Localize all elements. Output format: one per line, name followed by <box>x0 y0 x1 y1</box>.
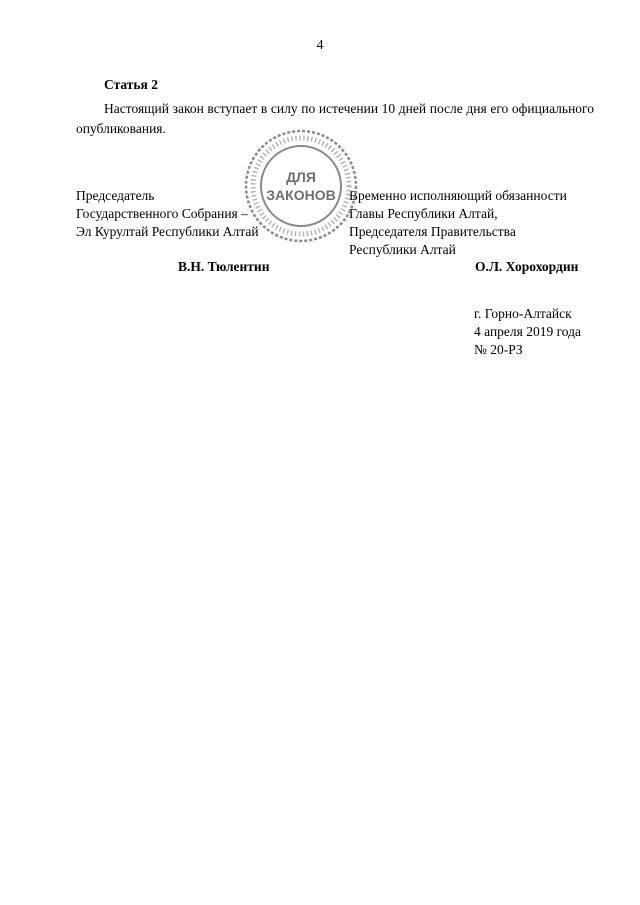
stamp-text-top: ДЛЯ <box>286 169 316 185</box>
left-signatory-line: Председатель <box>76 188 155 203</box>
article-body: Настоящий закон вступает в силу по истечении 10 дней после дня его официального опубликования. <box>76 101 594 136</box>
right-signatory-name: О.Л. Хорохордин <box>475 259 579 274</box>
article-heading: Статья 2 <box>104 77 158 92</box>
left-signatory-line: Государственного Собрания – <box>76 206 248 221</box>
city-label: г. Горно-Алтайск <box>474 306 572 321</box>
left-signatory-title <box>76 187 259 241</box>
left-signatory-line: Эл Курултай Республики Алтай <box>76 224 259 239</box>
right-signatory-line: Главы Республики Алтай, <box>349 206 498 221</box>
right-signatory-title <box>349 187 567 259</box>
stamp-text-bottom: ЗАКОНОВ <box>266 187 336 203</box>
right-signatory-line: Временно исполняющий обязанности <box>349 188 567 203</box>
law-number-label: № 20-РЗ <box>474 342 523 357</box>
place-date-number <box>474 305 581 359</box>
right-signatory-line: Председателя Правительства <box>349 224 516 239</box>
right-signatory-line: Республики Алтай <box>349 242 456 257</box>
page-number: 4 <box>316 38 324 53</box>
left-signatory-name: В.Н. Тюлентин <box>178 259 270 274</box>
date-label: 4 апреля 2019 года <box>474 324 582 339</box>
stamp-inner-ring <box>261 146 341 226</box>
stamp-outer-ring <box>246 131 356 241</box>
stamp-seal <box>243 128 359 244</box>
stamp-text-band <box>253 138 349 234</box>
